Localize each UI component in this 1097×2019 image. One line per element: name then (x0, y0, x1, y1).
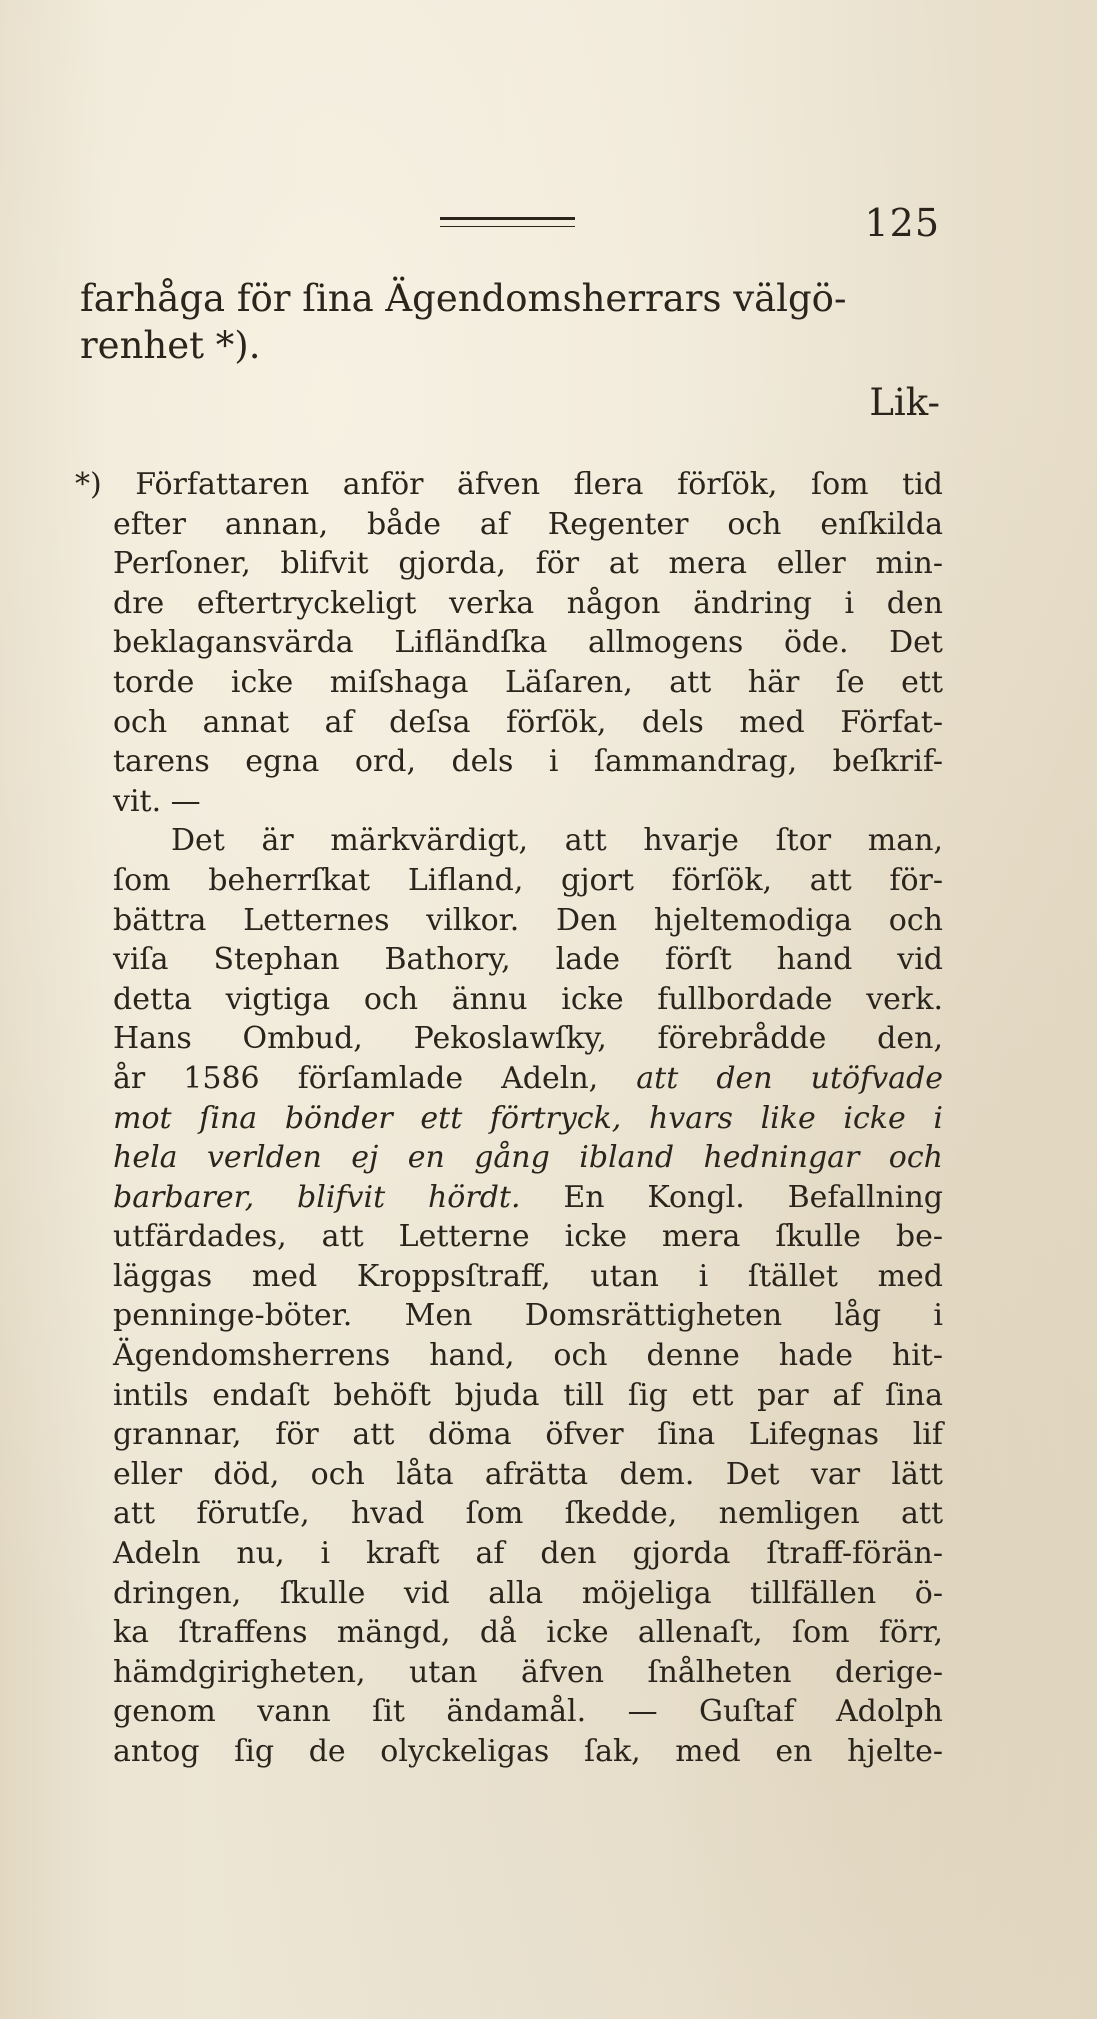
footnote-line (113, 821, 943, 861)
footnote-line: *) Författaren anför äfven flera förſök, ſom tid (75, 467, 944, 502)
main-text-line: farhåga för ſina Ägendomsherrars välgö- (80, 277, 847, 320)
footnote (75, 465, 944, 1772)
footnote-line (113, 1217, 943, 1257)
footnote-line (113, 1574, 943, 1614)
footnote-line (113, 1455, 943, 1495)
footnote-line: Perſoner, blifvit gjorda, för at mera eller min- (113, 546, 943, 582)
footnote-line (113, 1178, 943, 1218)
page-number: 125 (864, 201, 940, 245)
footnote-line (113, 901, 943, 941)
footnote-line: torde icke miſshaga Läſaren, att här ſe ett (113, 664, 943, 700)
footnote-marker: *) (75, 467, 102, 502)
footnote-line (113, 940, 943, 980)
footnote-line (113, 861, 943, 901)
footnote-line: vit. — (113, 783, 201, 819)
main-text (80, 275, 940, 426)
footnote-italic-text: barbarer, blifvit hördt. (113, 1179, 521, 1215)
footnote-text: detta vigtiga och ännu icke fullbordade verk. (113, 981, 943, 1017)
footnote-italic-text: att den utöfvade (636, 1060, 943, 1096)
footnote-text: Adeln nu, i kraft af den gjorda ſtraff-förän- (113, 1536, 943, 1572)
footnote-text: penninge-böter. Men Domsrättigheten låg i (113, 1298, 943, 1334)
page-header (80, 201, 940, 245)
footnote-line (113, 1732, 943, 1772)
footnote-line (113, 1019, 943, 1059)
footnote-text: år 1586 förſamlade Adeln, (113, 1060, 637, 1096)
footnote-line: och annat af deſsa förſök, dels med Förfat- (113, 704, 943, 740)
footnote-line (113, 1336, 943, 1376)
footnote-text: Ägendomsherrens hand, och denne hade hit- (113, 1338, 943, 1374)
footnote-text: bättra Letternes vilkor. Den hjeltemodiga och (113, 902, 943, 938)
footnote-text: En Kongl. Befallning (520, 1179, 943, 1215)
footnote-line (113, 1296, 943, 1336)
footnote-line (113, 1653, 943, 1693)
footnote-text: ka ſtraffens mängd, då icke allenaſt, ſom förr, (113, 1615, 943, 1651)
footnote-paragraph-2 (113, 821, 943, 1771)
footnote-line: efter annan, både af Regenter och enſkilda (113, 506, 943, 542)
footnote-italic-text: hela verlden ej en gång ibland hedningar och (113, 1140, 943, 1176)
footnote-line (113, 1376, 943, 1416)
footnote-text: intils endaſt behöft bjuda till ſig ett par af ſina (113, 1377, 943, 1413)
footnote-text: Det är märkvärdigt, att hvarje ſtor man, (171, 823, 943, 859)
footnote-line (113, 1534, 943, 1574)
footnote-line: tarens egna ord, dels i ſammandrag, beſkrif- (113, 744, 943, 780)
footnote-line: beklagansvärda Lifländſka allmogens öde. Det (113, 625, 943, 661)
footnote-text: genom vann ſit ändamål. — Guſtaf Adolph (113, 1694, 943, 1730)
footnote-text: dringen, ſkulle vid alla möjeliga tillfällen ö- (113, 1575, 943, 1611)
footnote-text: att förutſe, hvad ſom ſkedde, nemligen att (113, 1496, 943, 1532)
header-rule (440, 217, 575, 227)
footnote-text: eller död, och låta afrätta dem. Det var lätt (113, 1456, 943, 1492)
footnote-line (113, 1059, 943, 1099)
footnote-line (113, 1415, 943, 1455)
footnote-text: grannar, för att döma öfver ſina Lifegnas lif (113, 1417, 943, 1453)
footnote-text: viſa Stephan Bathory, lade förſt hand vid (113, 942, 943, 978)
footnote-line (113, 1494, 943, 1534)
footnote-text: utfärdades, att Letterne icke mera ſkulle be- (113, 1219, 943, 1255)
footnote-text: Hans Ombud, Pekoslawſky, förebrådde den, (113, 1021, 943, 1057)
footnote-line (113, 1692, 943, 1732)
footnote-text: hämdgirigheten, utan äfven ſnålheten derige- (113, 1654, 943, 1690)
footnote-line (113, 1613, 943, 1653)
footnote-line (113, 1257, 943, 1297)
footnote-line (113, 1099, 943, 1139)
main-text-line: renhet *). (80, 324, 261, 367)
footnote-text: antog ſig de olyckeligas ſak, med en hjelte- (113, 1734, 943, 1769)
catchword: Lik- (869, 381, 940, 424)
footnote-line (113, 980, 943, 1020)
footnote-italic-text: mot ſina bönder ett förtryck, hvars like icke i (113, 1100, 943, 1136)
footnote-line (113, 1138, 943, 1178)
footnote-text: ſom beherrſkat Lifland, gjort förſök, att för- (113, 862, 943, 898)
footnote-line: dre eftertryckeligt verka någon ändring i den (113, 585, 943, 621)
footnote-text: läggas med Kroppsſtraff, utan i ſtället med (113, 1258, 943, 1294)
